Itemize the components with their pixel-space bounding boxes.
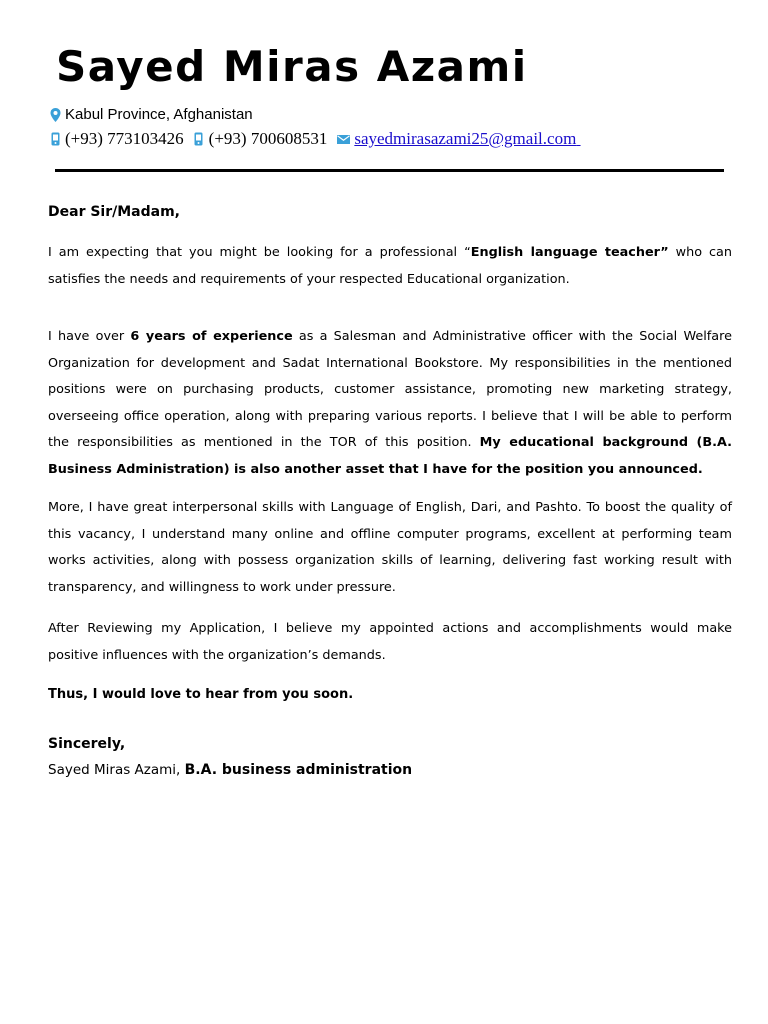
- mobile-phone-icon: [192, 131, 206, 147]
- location-text: Kabul Province, Afghanistan: [65, 106, 253, 123]
- sign-off: Sincerely,: [48, 736, 126, 752]
- email-link[interactable]: sayedmirasazami25@gmail.com: [354, 129, 577, 148]
- signature: [48, 759, 732, 781]
- envelope-icon: [335, 131, 351, 147]
- salutation: Dear Sir/Madam,: [48, 204, 180, 220]
- letter-body: [48, 200, 732, 781]
- location-line: [48, 106, 253, 123]
- signature-degree: B.A. business administration: [184, 762, 413, 778]
- paragraph-intro: I am expecting that you might be looking for a professional “English language teacher” who can satisfies the needs and requirements of your respected Educational organization.: [48, 245, 732, 287]
- experience-emphasis: 6 years of experience: [130, 329, 293, 344]
- paragraph-closing: After Reviewing my Application, I believe my appointed actions and accomplishments would make positive influences with the organization’s demands.: [48, 621, 732, 663]
- signature-name: Sayed Miras Azami,: [48, 762, 185, 778]
- job-title-emphasis: English language teacher”: [470, 245, 669, 260]
- paragraph-experience: I have over 6 years of experience as a Salesman and Administrative officer with the Social Welfare Organization for development and Sadat International Bookstore. My responsibilities in the mentioned positions were on purchasing products, customer assistance, promoting new marketing strategy, overseeing office operation, along with preparing various reports. I believe that I will be able to perform the responsibilities as mentioned in the TOR of this position. My educational background (B.A. Business Administration) is also another asset that I have for the position you announced.: [48, 329, 732, 477]
- contact-line: [48, 129, 581, 149]
- phone-number-1: (+93) 773103426: [65, 129, 184, 148]
- paragraph-skills: More, I have great interpersonal skills with Language of English, Dari, and Pashto. To boost the quality of this vacancy, I understand many online and offline computer programs, excellent at performing team works activities, along with possess organization skills of learning, delivering fast working result with transparency, and willingness to work under pressure.: [48, 500, 732, 595]
- education-emphasis: My educational background (B.A. Business Administration) is also another asset that I have for the position you announced.: [48, 435, 732, 477]
- map-pin-icon: [48, 107, 62, 123]
- phone-number-2: (+93) 700608531: [208, 129, 328, 148]
- applicant-name: Sayed Miras Azami: [56, 42, 528, 91]
- header-divider: [55, 169, 724, 172]
- closing-line: Thus, I would love to hear from you soon.: [48, 687, 354, 702]
- mobile-phone-icon: [48, 131, 62, 147]
